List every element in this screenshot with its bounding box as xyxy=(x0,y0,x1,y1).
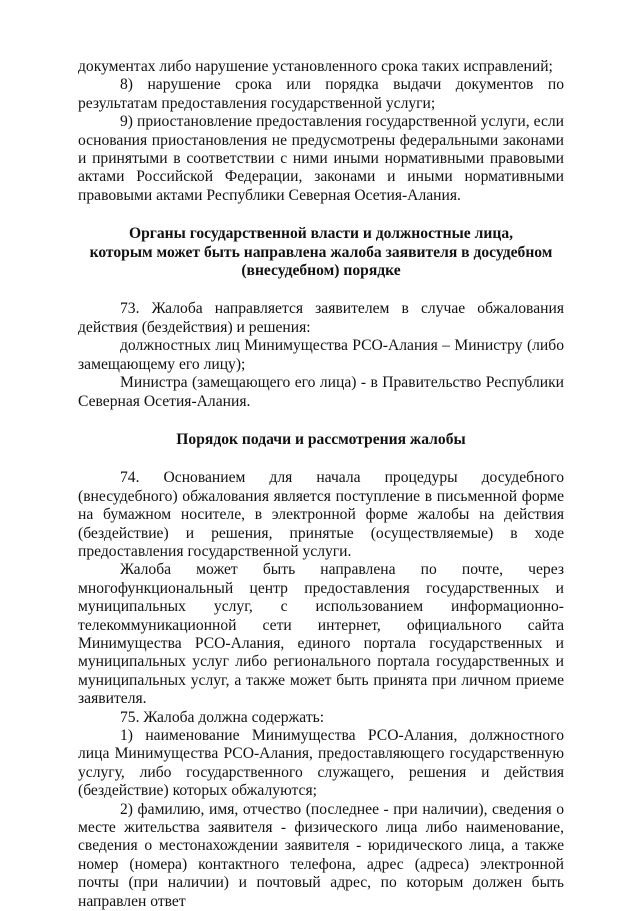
paragraph-minister: Министра (замещающего его лица) - в Правительство Республики Северная Осетия-Алания. xyxy=(78,374,564,410)
list-item-8: 8) нарушение срока или порядка выдачи документов по результатам предоставления государственной услуги; xyxy=(78,76,564,112)
paragraph-73: 73. Жалоба направляется заявителем в случае обжалования действия (бездействия) и решения: xyxy=(78,300,564,336)
spacer xyxy=(78,280,564,300)
spacer xyxy=(78,411,564,431)
list-item-1: 1) наименование Минимущества РСО-Алания, должностного лица Минимущества РСО-Алания, предоставляющего государственную услугу, либо государственного служащего, решения и действия (бездействие) которых обжалуются; xyxy=(78,727,564,800)
paragraph-complaint-channels: Жалоба может быть направлена по почте, через многофункциональный центр предоставления государственных и муниципальных услуг, с использованием информационно-телекоммуникационной сети интернет, официального сайта Минимущества РСО-Алания, единого портала государственных и муниципальных услуг либо регионального портала государственных и муниципальных услуг, а также может быть принята при личном приеме заявителя. xyxy=(78,561,564,708)
paragraph-continuation: документах либо нарушение установленного срока таких исправлений; xyxy=(78,58,553,75)
spacer xyxy=(78,449,564,469)
heading-line: Органы государственной власти и должностные лица, xyxy=(128,225,514,243)
document-page xyxy=(78,58,564,911)
list-item-2: 2) фамилию, имя, отчество (последнее - при наличии), сведения о месте жительства заявителя - физического лица либо наименование, сведения о местонахождении заявителя - юридического лица, а также номер (номера) контактного телефона, адрес (адреса) электронной почты (при наличии) и почтовый адрес, по которым должен быть направлен ответ xyxy=(78,800,564,910)
paragraph-75: 75. Жалоба должна содержать: xyxy=(120,708,325,726)
spacer xyxy=(78,205,564,225)
list-item-9: 9) приостановление предоставления государственной услуги, если основания приостановления не предусмотрены федеральными законами и принятыми в соответствии с ними иными нормативными правовыми актами Российской Федерации, законами и иными нормативными правовыми актами Республики Северная Осетия-Алания. xyxy=(78,113,564,204)
section-heading-authorities xyxy=(78,225,564,280)
heading-line: которым может быть направлена жалоба заявителя в досудебном xyxy=(89,243,553,261)
paragraph-74: 74. Основанием для начала процедуры досудебного (внесудебного) обжалования является поступление в письменной форме на бумажном носителе, в электронной форме жалобы на действия (бездействие) и решения, принятые (осуществляемые) в ходе предоставления государственной услуги. xyxy=(78,469,564,560)
paragraph-officials: должностных лиц Минимущества РСО-Алания – Министру (либо замещающему его лицу); xyxy=(78,337,564,373)
heading-line: (внесудебном) порядке xyxy=(241,262,401,280)
section-heading-procedure: Порядок подачи и рассмотрения жалобы xyxy=(176,430,466,448)
